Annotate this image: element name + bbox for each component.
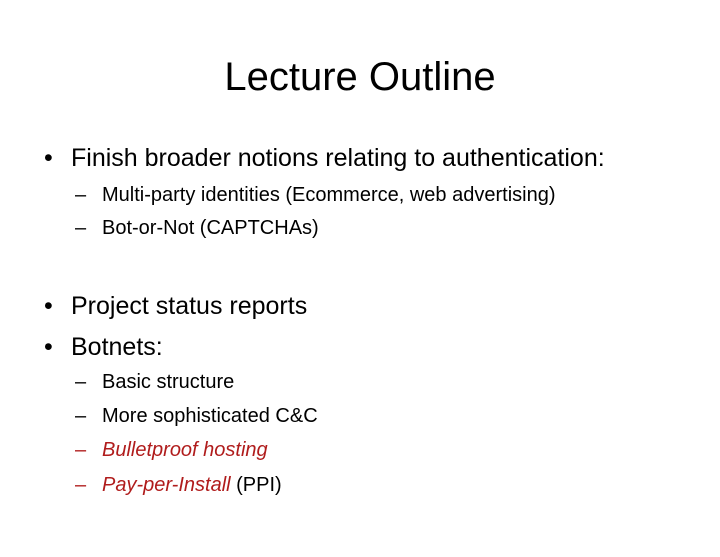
bullet-marker: •	[44, 144, 53, 172]
subitem-sophisticated-cc	[75, 404, 318, 428]
dash-marker: –	[75, 184, 87, 206]
subitem-basic-structure	[75, 370, 235, 394]
subitem-text: Multi-party identities (Ecommerce, web advertising)	[102, 184, 556, 206]
bullet-marker: •	[44, 333, 53, 361]
bullet-item-project-status	[44, 291, 308, 321]
dash-marker: –	[75, 371, 87, 393]
bullet-marker: •	[44, 292, 53, 320]
subitem-text-highlight: Pay-per-Install	[102, 474, 231, 496]
bullet-item-authentication	[44, 143, 605, 173]
subitem-multi-party	[75, 183, 556, 207]
dash-marker: –	[75, 439, 87, 461]
subitem-text: Basic structure	[102, 371, 235, 393]
subitem-pay-per-install	[75, 473, 282, 497]
dash-marker: –	[75, 217, 87, 239]
subitem-text: Bot-or-Not (CAPTCHAs)	[102, 217, 319, 239]
bullet-text: Finish broader notions relating to authentication:	[71, 144, 605, 172]
bullet-item-botnets	[44, 332, 163, 362]
subitem-text-highlight: Bulletproof hosting	[102, 439, 268, 461]
slide-title: Lecture Outline	[224, 55, 496, 99]
subitem-bot-or-not	[75, 216, 319, 240]
dash-marker: –	[75, 474, 87, 496]
subitem-text-suffix: (PPI)	[230, 474, 282, 496]
subitem-text: More sophisticated C&C	[102, 405, 318, 427]
subitem-bulletproof-hosting	[75, 438, 268, 462]
bullet-text: Project status reports	[71, 292, 308, 320]
bullet-text: Botnets:	[71, 333, 163, 361]
dash-marker: –	[75, 405, 87, 427]
